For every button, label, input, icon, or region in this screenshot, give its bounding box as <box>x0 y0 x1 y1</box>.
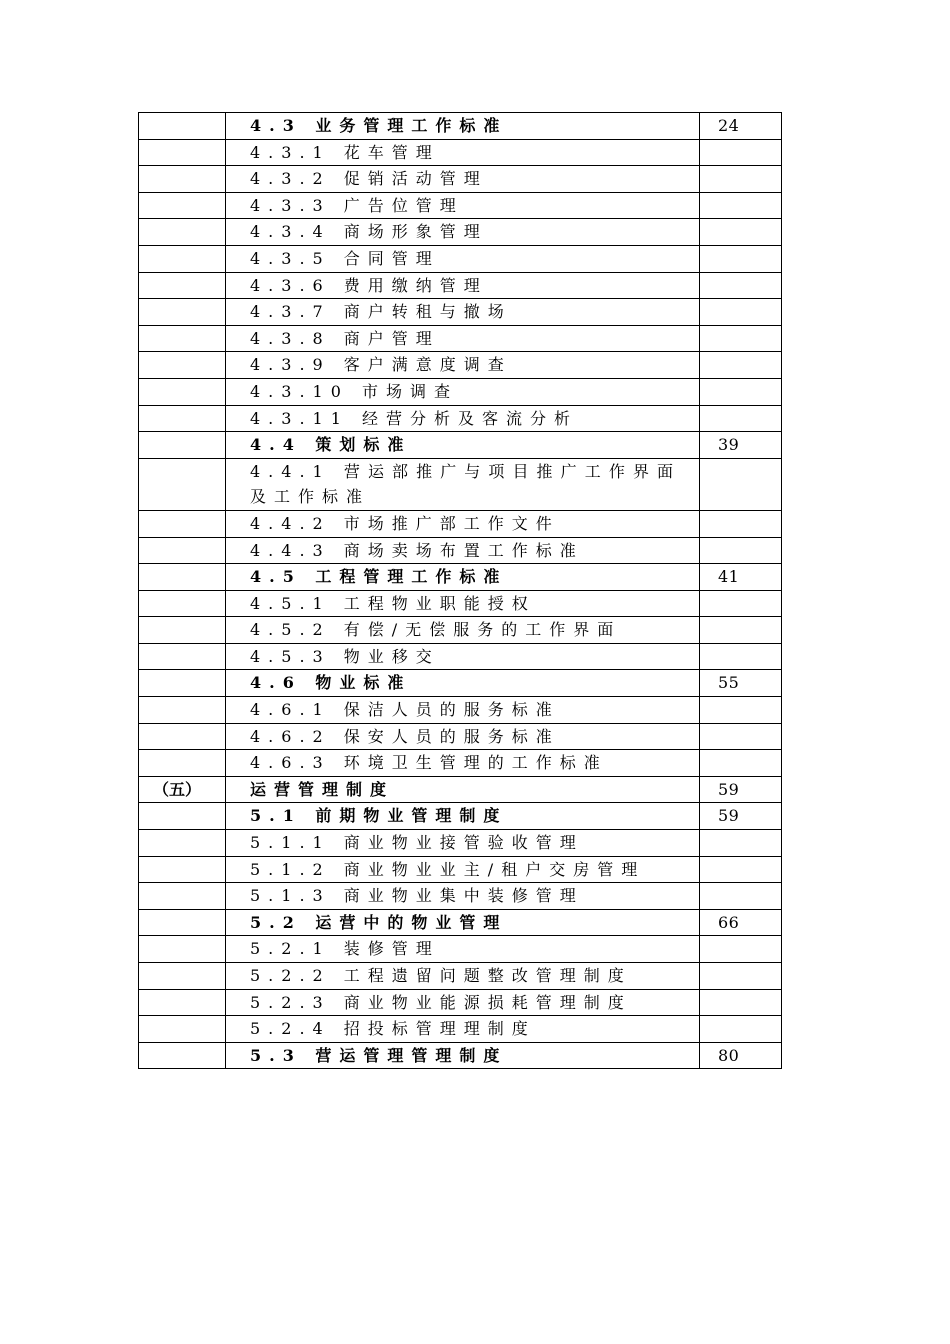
toc-entry-title: 4.3.1 花车管理 <box>226 139 700 166</box>
toc-section-cell <box>139 166 226 193</box>
toc-entry-title: 5.2.2 工程遗留问题整改管理制度 <box>226 963 700 990</box>
toc-row <box>139 670 782 697</box>
toc-page-number <box>700 697 782 724</box>
toc-row <box>139 883 782 910</box>
toc-page-number <box>700 245 782 272</box>
toc-page-number <box>700 750 782 777</box>
toc-entry-title: 4.3.2 促销活动管理 <box>226 166 700 193</box>
toc-page-number <box>700 510 782 537</box>
toc-section-cell <box>139 113 226 140</box>
toc-row <box>139 272 782 299</box>
toc-row <box>139 192 782 219</box>
toc-row <box>139 776 782 803</box>
toc-row <box>139 936 782 963</box>
toc-entry-title: 4.3.5 合同管理 <box>226 245 700 272</box>
toc-row <box>139 1016 782 1043</box>
toc-page-number <box>700 537 782 564</box>
toc-row <box>139 378 782 405</box>
table-of-contents <box>138 112 782 1069</box>
toc-row <box>139 963 782 990</box>
toc-entry-title: 5.1.3 商业物业集中装修管理 <box>226 883 700 910</box>
toc-entry-title: 5.3 营运管理管理制度 <box>226 1042 700 1069</box>
toc-section-cell <box>139 936 226 963</box>
toc-section-cell <box>139 299 226 326</box>
toc-section-label: （五） <box>153 779 202 799</box>
toc-row <box>139 432 782 459</box>
toc-row <box>139 166 782 193</box>
toc-entry-title: 4.3.6 费用缴纳管理 <box>226 272 700 299</box>
toc-section-cell <box>139 750 226 777</box>
toc-section-cell <box>139 776 226 803</box>
toc-section-cell <box>139 139 226 166</box>
toc-row <box>139 139 782 166</box>
toc-section-cell <box>139 963 226 990</box>
toc-page-number <box>700 643 782 670</box>
toc-page-number: 80 <box>700 1042 782 1069</box>
toc-page-number <box>700 139 782 166</box>
toc-entry-title: 4.3.11 经营分析及客流分析 <box>226 405 700 432</box>
toc-page-number <box>700 299 782 326</box>
toc-row <box>139 510 782 537</box>
toc-entry-title: 4.4 策划标准 <box>226 432 700 459</box>
toc-page-number: 55 <box>700 670 782 697</box>
toc-row <box>139 989 782 1016</box>
toc-row <box>139 830 782 857</box>
toc-section-cell <box>139 219 226 246</box>
toc-section-cell <box>139 883 226 910</box>
toc-page-number <box>700 219 782 246</box>
toc-section-cell <box>139 432 226 459</box>
toc-section-cell <box>139 458 226 510</box>
toc-row <box>139 219 782 246</box>
toc-entry-title: 4.3.10 市场调查 <box>226 378 700 405</box>
toc-section-cell <box>139 989 226 1016</box>
toc-row <box>139 617 782 644</box>
toc-entry-title: 5.1 前期物业管理制度 <box>226 803 700 830</box>
toc-entry-title: 4.6.3 环境卫生管理的工作标准 <box>226 750 700 777</box>
toc-section-cell <box>139 856 226 883</box>
toc-entry-title: 4.3 业务管理工作标准 <box>226 113 700 140</box>
toc-page-number <box>700 617 782 644</box>
toc-page-number <box>700 723 782 750</box>
toc-section-cell <box>139 405 226 432</box>
toc-page-number <box>700 378 782 405</box>
toc-row <box>139 590 782 617</box>
toc-body <box>139 113 782 1069</box>
toc-row <box>139 909 782 936</box>
toc-page-number <box>700 830 782 857</box>
toc-row <box>139 697 782 724</box>
toc-entry-title: 运营管理制度 <box>226 776 700 803</box>
toc-row <box>139 1042 782 1069</box>
toc-page-number <box>700 458 782 510</box>
toc-entry-title: 4.5.1 工程物业职能授权 <box>226 590 700 617</box>
toc-page-number <box>700 936 782 963</box>
toc-section-cell <box>139 564 226 591</box>
toc-section-cell <box>139 272 226 299</box>
toc-row <box>139 564 782 591</box>
toc-row <box>139 458 782 510</box>
toc-section-cell <box>139 830 226 857</box>
toc-row <box>139 245 782 272</box>
toc-section-cell <box>139 590 226 617</box>
toc-page-number: 41 <box>700 564 782 591</box>
toc-page-number <box>700 166 782 193</box>
toc-entry-title: 4.3.9 客户满意度调查 <box>226 352 700 379</box>
toc-section-cell <box>139 1042 226 1069</box>
toc-section-cell <box>139 192 226 219</box>
toc-entry-title: 5.2.1 装修管理 <box>226 936 700 963</box>
toc-row <box>139 723 782 750</box>
toc-page-number <box>700 405 782 432</box>
toc-page-number <box>700 856 782 883</box>
toc-entry-title: 4.3.3 广告位管理 <box>226 192 700 219</box>
toc-entry-title: 4.5 工程管理工作标准 <box>226 564 700 591</box>
toc-section-cell <box>139 537 226 564</box>
toc-entry-title: 5.2 运营中的物业管理 <box>226 909 700 936</box>
toc-row <box>139 856 782 883</box>
toc-section-cell <box>139 1016 226 1043</box>
toc-section-cell <box>139 670 226 697</box>
toc-page-number: 24 <box>700 113 782 140</box>
toc-page-number <box>700 963 782 990</box>
toc-row <box>139 352 782 379</box>
toc-entry-title: 4.6.2 保安人员的服务标准 <box>226 723 700 750</box>
toc-entry-title: 4.4.2 市场推广部工作文件 <box>226 510 700 537</box>
toc-section-cell <box>139 378 226 405</box>
toc-section-cell <box>139 352 226 379</box>
toc-section-cell <box>139 803 226 830</box>
toc-page-number <box>700 989 782 1016</box>
toc-entry-title: 5.1.2 商业物业业主/租户交房管理 <box>226 856 700 883</box>
toc-entry-title: 4.4.3 商场卖场布置工作标准 <box>226 537 700 564</box>
toc-row <box>139 750 782 777</box>
toc-entry-title: 4.3.7 商户转租与撤场 <box>226 299 700 326</box>
toc-section-cell <box>139 697 226 724</box>
toc-section-cell <box>139 510 226 537</box>
toc-page-number <box>700 883 782 910</box>
toc-row <box>139 643 782 670</box>
toc-page-number <box>700 325 782 352</box>
toc-entry-title: 4.3.4 商场形象管理 <box>226 219 700 246</box>
toc-section-cell <box>139 909 226 936</box>
toc-entry-title: 4.6.1 保洁人员的服务标准 <box>226 697 700 724</box>
toc-row <box>139 113 782 140</box>
toc-entry-title: 4.5.2 有偿/无偿服务的工作界面 <box>226 617 700 644</box>
toc-page-number <box>700 352 782 379</box>
toc-row <box>139 405 782 432</box>
toc-row <box>139 803 782 830</box>
toc-page-number <box>700 192 782 219</box>
toc-entry-title: 4.6 物业标准 <box>226 670 700 697</box>
toc-entry-title: 5.2.4 招投标管理理制度 <box>226 1016 700 1043</box>
toc-row <box>139 537 782 564</box>
toc-row <box>139 299 782 326</box>
toc-page-number <box>700 590 782 617</box>
toc-page-number <box>700 272 782 299</box>
toc-page-number: 59 <box>700 776 782 803</box>
toc-section-cell <box>139 325 226 352</box>
toc-section-cell <box>139 723 226 750</box>
toc-section-cell <box>139 245 226 272</box>
toc-page-number: 39 <box>700 432 782 459</box>
toc-section-cell <box>139 643 226 670</box>
toc-page-number <box>700 1016 782 1043</box>
toc-entry-title: 4.3.8 商户管理 <box>226 325 700 352</box>
toc-page-number: 66 <box>700 909 782 936</box>
toc-section-cell <box>139 617 226 644</box>
toc-entry-title: 4.4.1 营运部推广与项目推广工作界面及工作标准 <box>226 458 700 510</box>
toc-entry-title: 5.2.3 商业物业能源损耗管理制度 <box>226 989 700 1016</box>
toc-entry-title: 4.5.3 物业移交 <box>226 643 700 670</box>
toc-page-number: 59 <box>700 803 782 830</box>
toc-entry-title: 5.1.1 商业物业接管验收管理 <box>226 830 700 857</box>
toc-row <box>139 325 782 352</box>
